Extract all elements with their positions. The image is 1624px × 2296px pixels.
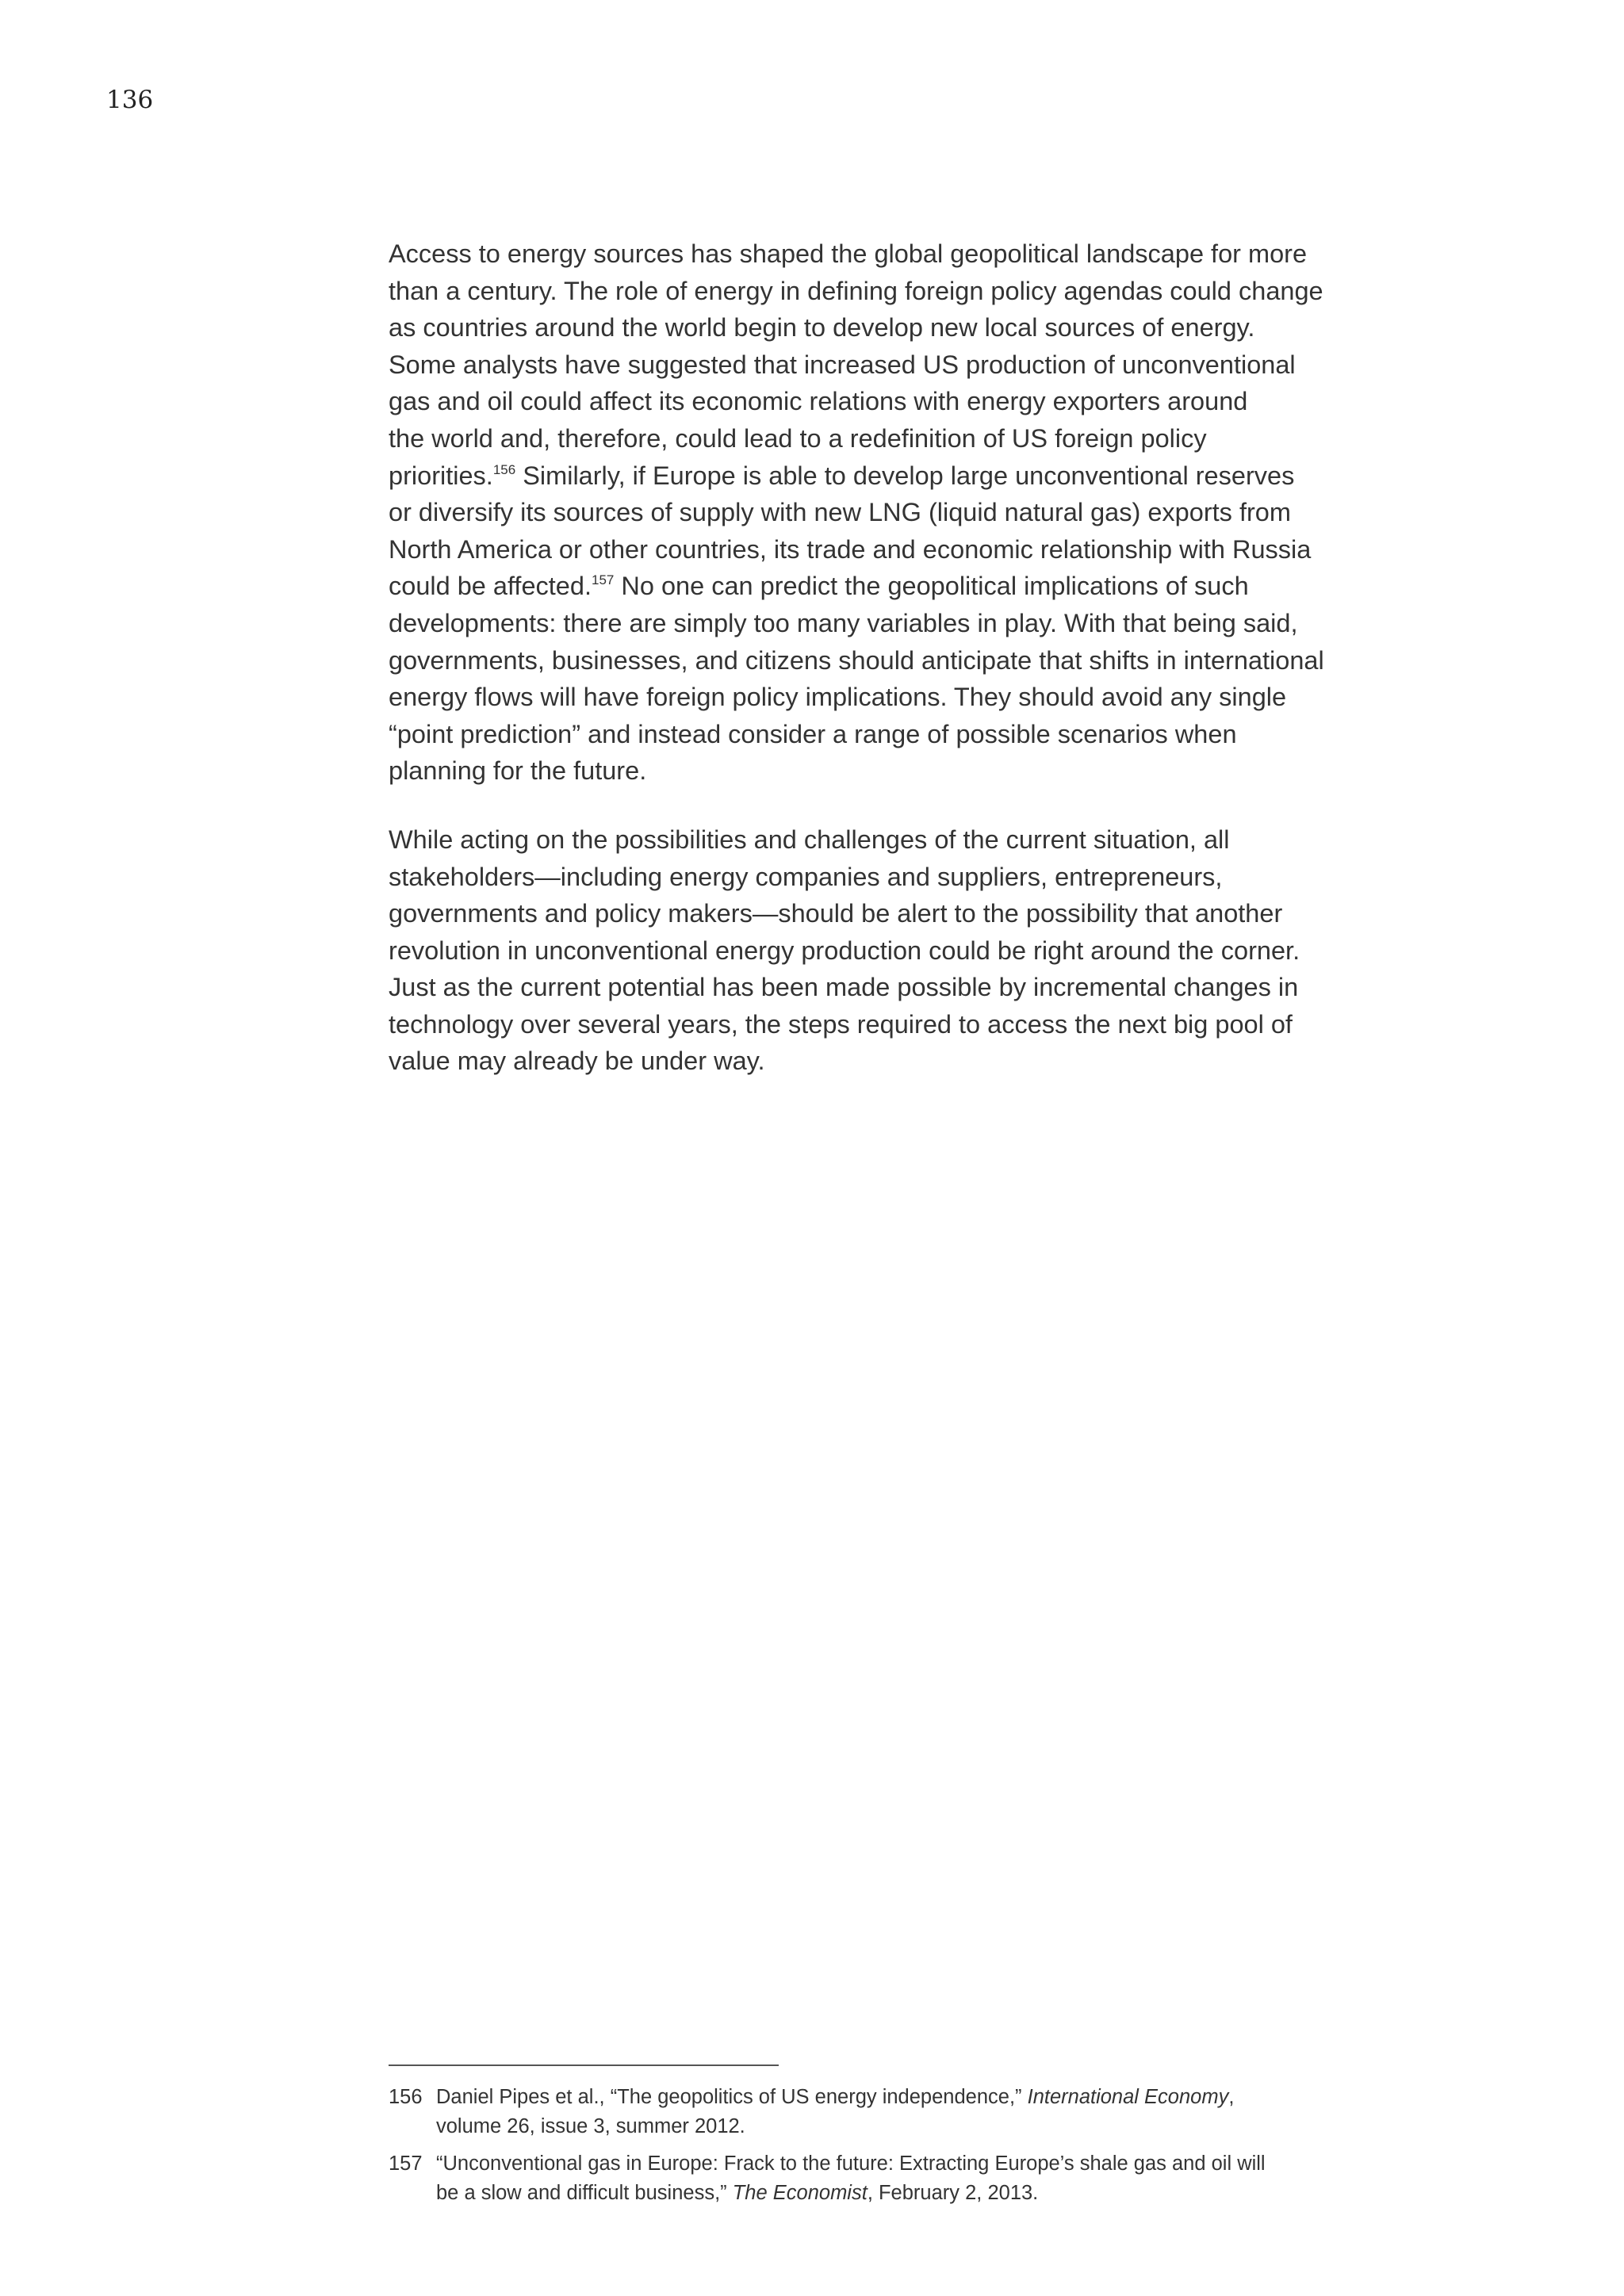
footnotes <box>389 2083 1388 2216</box>
text-line: governments, businesses, and citizens should anticipate that shifts in international <box>389 645 1324 675</box>
text-line: the world and, therefore, could lead to a redefinition of US foreign policy <box>389 423 1207 453</box>
footnote-reference[interactable]: 157 <box>592 572 615 588</box>
footnote-text <box>436 2083 1388 2141</box>
text-line <box>389 457 1388 495</box>
text-fragment: Similarly, if Europe is able to develop large unconventional reserves <box>515 461 1295 490</box>
footnote-157 <box>389 2149 1388 2208</box>
publication-title: International Economy <box>1027 2086 1229 2108</box>
text-fragment: , <box>1228 2086 1235 2108</box>
text-line: Some analysts have suggested that increased US production of unconventional <box>389 350 1296 379</box>
publication-title: The Economist <box>732 2182 868 2204</box>
text-line: as countries around the world begin to develop new local sources of energy. <box>389 313 1255 342</box>
text-line: North America or other countries, its trade and economic relationship with Russia <box>389 534 1312 564</box>
text-line: than a century. The role of energy in defining foreign policy agendas could change <box>389 276 1323 305</box>
paragraph-2 <box>389 821 1388 1080</box>
text-fragment: , February 2, 2013. <box>867 2182 1039 2204</box>
text-line: gas and oil could affect its economic relations with energy exporters around <box>389 387 1248 416</box>
paragraph-1 <box>389 235 1388 790</box>
text-fragment: Daniel Pipes et al., “The geopolitics of US energy independence,” <box>436 2086 1028 2108</box>
footnote-line: “Unconventional gas in Europe: Frack to the future: Extracting Europe’s shale gas and oil will <box>436 2152 1266 2175</box>
footnote-line <box>436 2179 1388 2208</box>
text-line: stakeholders—including energy companies and suppliers, entrepreneurs, <box>389 862 1223 891</box>
text-line: value may already be under way. <box>389 1047 765 1076</box>
footnote-line <box>436 2083 1388 2112</box>
footnote-text <box>436 2149 1388 2208</box>
footnote-line: volume 26, issue 3, summer 2012. <box>436 2115 745 2137</box>
text-line: planning for the future. <box>389 756 647 786</box>
body-text <box>389 235 1388 1112</box>
page-number: 136 <box>106 86 154 114</box>
text-fragment: priorities. <box>389 461 493 490</box>
text-line: developments: there are simply too many variables in play. With that being said, <box>389 608 1298 637</box>
text-line: Access to energy sources has shaped the global geopolitical landscape for more <box>389 239 1308 268</box>
text-line: Just as the current potential has been made possible by incremental changes in <box>389 973 1299 1002</box>
text-line: technology over several years, the steps required to access the next big pool of <box>389 1009 1293 1039</box>
text-line <box>389 568 1388 605</box>
text-fragment: No one can predict the geopolitical implications of such <box>614 572 1249 601</box>
text-line: energy flows will have foreign policy implications. They should avoid any single <box>389 683 1287 712</box>
footnote-number: 156 <box>389 2086 423 2108</box>
footnote-156 <box>389 2083 1388 2141</box>
text-line: governments and policy makers—should be alert to the possibility that another <box>389 899 1283 928</box>
footnote-divider <box>389 2064 779 2066</box>
footnote-number: 157 <box>389 2152 423 2175</box>
text-fragment: be a slow and difficult business,” <box>436 2182 733 2204</box>
footnote-reference[interactable]: 156 <box>492 461 516 477</box>
text-line: revolution in unconventional energy production could be right around the corner. <box>389 936 1300 965</box>
text-line: “point prediction” and instead consider a range of possible scenarios when <box>389 719 1237 748</box>
text-line: While acting on the possibilities and challenges of the current situation, all <box>389 825 1230 854</box>
text-fragment: could be affected. <box>389 572 592 601</box>
text-line: or diversify its sources of supply with new LNG (liquid natural gas) exports from <box>389 498 1291 527</box>
